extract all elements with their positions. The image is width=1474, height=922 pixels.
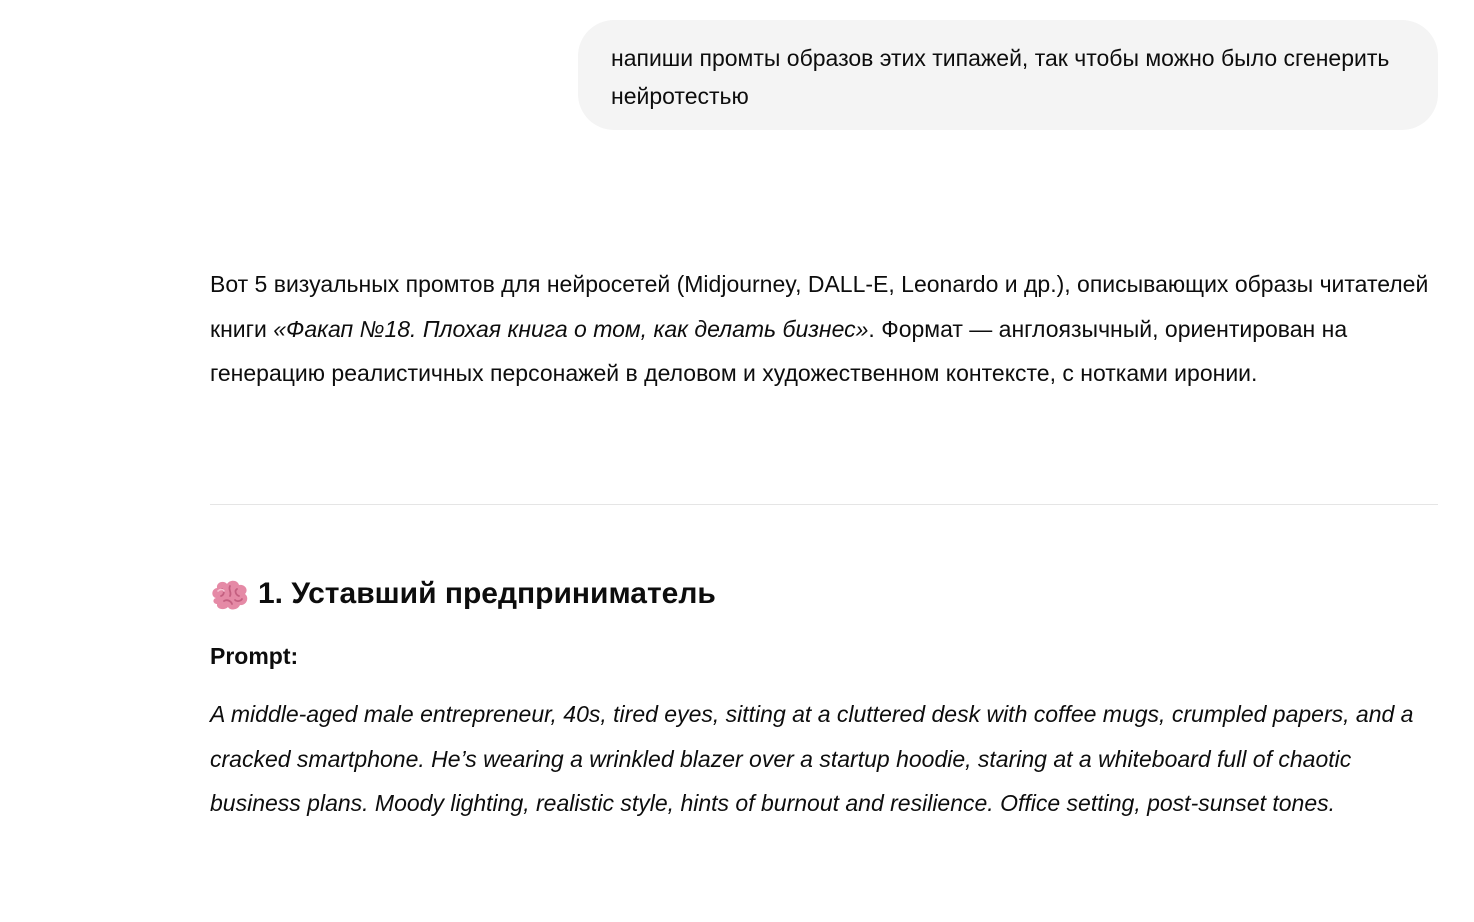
prompt-text: A middle-aged male entrepreneur, 40s, tired eyes, sitting at a cluttered desk with coffee mugs, crumpled papers, and a cracked smartphone. He’s wearing a wrinkled blazer over a startup hoodie, staring at a whiteboard full of chaotic business plans. Moody lighting, realistic style, hints of burnout and resilience. Office setting, post-sunset tones. — [210, 701, 1414, 816]
user-message-bubble — [578, 20, 1438, 130]
persona-section — [210, 568, 1440, 620]
brain-icon — [210, 577, 250, 611]
book-title: «Факап №18. Плохая книга о том, как делать бизнес» — [273, 315, 869, 342]
section-divider — [210, 504, 1438, 505]
assistant-intro — [210, 262, 1440, 396]
section-heading-text: 1. Уставший предприниматель — [258, 577, 716, 610]
intro-text: Вот 5 визуальных промтов для нейросетей (Midjourney, DALL-E, Leonardo и др.), описывающих образы читателей книги — [210, 271, 1429, 342]
user-message-text: напиши промты образов этих типажей, так чтобы можно было сгенерить нейротестью — [611, 45, 1390, 109]
prompt-label: Prompt: — [210, 643, 299, 669]
assistant-message — [210, 262, 1440, 396]
section-heading — [210, 568, 1440, 620]
intro-text-end: . Формат — англоязычный, ориентирован на генерацию реалистичных персонажей в деловом и художественном контексте, с нотками иронии. — [210, 315, 1348, 386]
